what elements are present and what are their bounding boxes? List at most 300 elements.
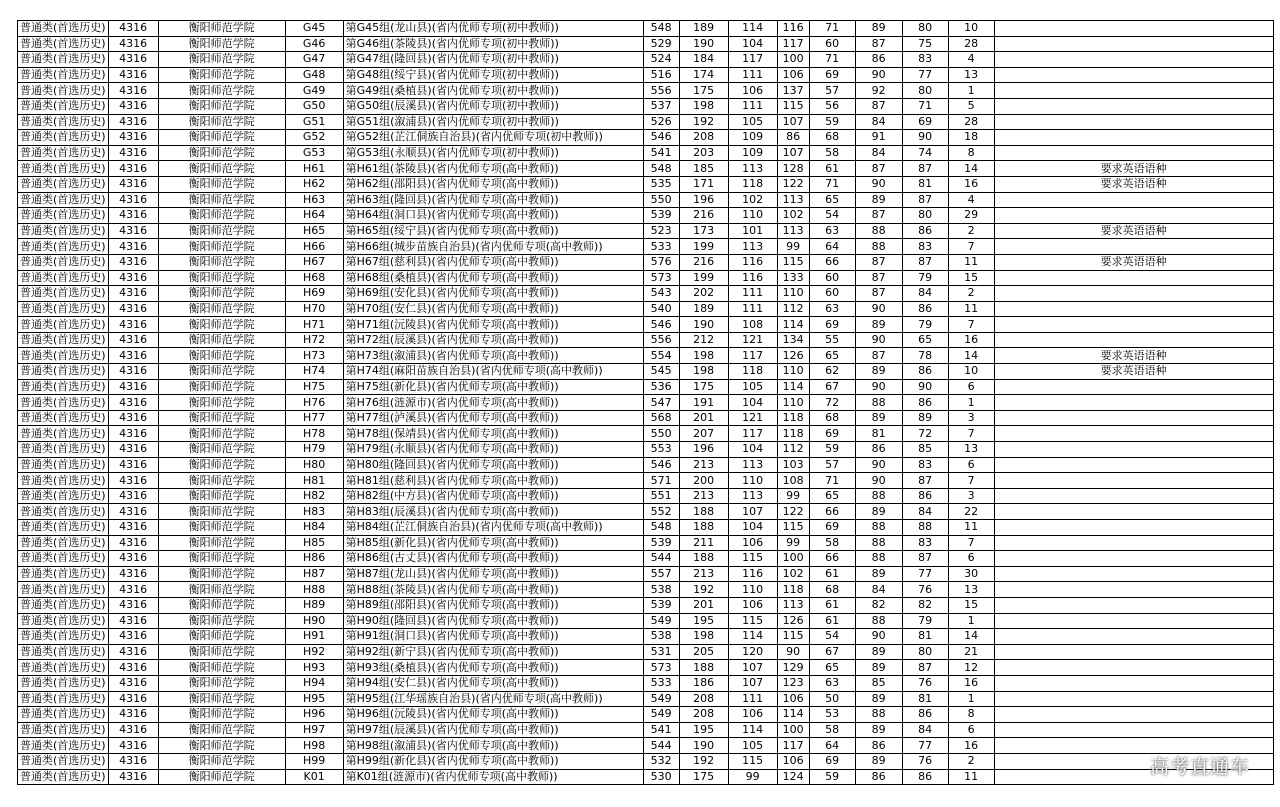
- cell-rank-count: 21: [948, 644, 994, 660]
- cell-subject-4: 61: [809, 613, 855, 629]
- cell-subject-5: 87: [855, 161, 902, 177]
- cell-subject-5: 88: [855, 535, 902, 551]
- cell-rank-count: 2: [948, 223, 994, 239]
- cell-group-name: 第H87组(龙山县)(省内优师专项(高中教师)): [343, 566, 643, 582]
- table-row: [18, 208, 1274, 224]
- cell-subject-1: 195: [679, 722, 728, 738]
- cell-category: 普通类(首选历史): [18, 67, 109, 83]
- cell-subject-3: 126: [777, 613, 809, 629]
- cell-group-name: 第H91组(洞口县)(省内优师专项(高中教师)): [343, 629, 643, 645]
- cell-subject-2: 105: [728, 738, 777, 754]
- cell-subject-3: 123: [777, 675, 809, 691]
- cell-school-name: 衡阳师范学院: [158, 67, 285, 83]
- cell-school-code: 4316: [108, 722, 158, 738]
- cell-subject-6: 84: [902, 286, 948, 302]
- cell-subject-1: 190: [679, 36, 728, 52]
- cell-group-name: 第H90组(隆回县)(省内优师专项(高中教师)): [343, 613, 643, 629]
- cell-subject-2: 116: [728, 566, 777, 582]
- cell-subject-4: 58: [809, 145, 855, 161]
- cell-subject-2: 111: [728, 67, 777, 83]
- cell-subject-3: 103: [777, 457, 809, 473]
- cell-subject-6: 87: [902, 660, 948, 676]
- cell-group-code: G47: [285, 52, 343, 68]
- cell-subject-3: 110: [777, 364, 809, 380]
- cell-group-name: 第H81组(慈利县)(省内优师专项(高中教师)): [343, 473, 643, 489]
- cell-rank-count: 15: [948, 597, 994, 613]
- cell-rank-count: 8: [948, 707, 994, 723]
- cell-min-score: 549: [643, 691, 679, 707]
- cell-subject-5: 87: [855, 208, 902, 224]
- cell-subject-4: 65: [809, 488, 855, 504]
- cell-subject-4: 61: [809, 566, 855, 582]
- cell-subject-6: 83: [902, 52, 948, 68]
- cell-school-code: 4316: [108, 379, 158, 395]
- cell-subject-2: 115: [728, 613, 777, 629]
- cell-remark: [994, 21, 1273, 37]
- table-row: [18, 426, 1274, 442]
- cell-subject-2: 115: [728, 753, 777, 769]
- cell-subject-5: 90: [855, 332, 902, 348]
- cell-subject-1: 207: [679, 426, 728, 442]
- cell-group-code: H81: [285, 473, 343, 489]
- cell-subject-5: 89: [855, 753, 902, 769]
- table-row: [18, 239, 1274, 255]
- cell-subject-5: 86: [855, 52, 902, 68]
- cell-subject-6: 87: [902, 473, 948, 489]
- cell-min-score: 539: [643, 208, 679, 224]
- cell-remark: [994, 707, 1273, 723]
- cell-subject-1: 198: [679, 348, 728, 364]
- cell-subject-4: 61: [809, 161, 855, 177]
- table-row: [18, 332, 1274, 348]
- cell-group-code: H79: [285, 442, 343, 458]
- cell-subject-5: 90: [855, 457, 902, 473]
- cell-subject-6: 83: [902, 535, 948, 551]
- cell-min-score: 544: [643, 738, 679, 754]
- cell-subject-3: 114: [777, 707, 809, 723]
- cell-subject-4: 53: [809, 707, 855, 723]
- cell-subject-4: 71: [809, 176, 855, 192]
- cell-subject-1: 188: [679, 660, 728, 676]
- cell-school-code: 4316: [108, 130, 158, 146]
- cell-group-name: 第H92组(新宁县)(省内优师专项(高中教师)): [343, 644, 643, 660]
- cell-remark: [994, 629, 1273, 645]
- cell-subject-2: 104: [728, 442, 777, 458]
- cell-subject-6: 77: [902, 67, 948, 83]
- cell-subject-6: 80: [902, 644, 948, 660]
- cell-subject-4: 59: [809, 769, 855, 785]
- cell-subject-3: 100: [777, 551, 809, 567]
- cell-school-name: 衡阳师范学院: [158, 535, 285, 551]
- cell-group-name: 第H78组(保靖县)(省内优师专项(高中教师)): [343, 426, 643, 442]
- cell-school-name: 衡阳师范学院: [158, 753, 285, 769]
- cell-min-score: 556: [643, 83, 679, 99]
- table-row: [18, 192, 1274, 208]
- cell-min-score: 524: [643, 52, 679, 68]
- cell-school-name: 衡阳师范学院: [158, 426, 285, 442]
- cell-subject-6: 65: [902, 332, 948, 348]
- cell-min-score: 546: [643, 457, 679, 473]
- cell-subject-5: 87: [855, 254, 902, 270]
- cell-subject-1: 201: [679, 597, 728, 613]
- cell-category: 普通类(首选历史): [18, 504, 109, 520]
- cell-subject-5: 86: [855, 769, 902, 785]
- cell-subject-5: 86: [855, 442, 902, 458]
- cell-category: 普通类(首选历史): [18, 301, 109, 317]
- cell-rank-count: 4: [948, 52, 994, 68]
- table-row: [18, 176, 1274, 192]
- cell-rank-count: 10: [948, 21, 994, 37]
- cell-subject-2: 111: [728, 301, 777, 317]
- cell-school-name: 衡阳师范学院: [158, 239, 285, 255]
- cell-school-name: 衡阳师范学院: [158, 675, 285, 691]
- cell-group-code: H95: [285, 691, 343, 707]
- cell-group-code: H74: [285, 364, 343, 380]
- cell-rank-count: 14: [948, 161, 994, 177]
- cell-category: 普通类(首选历史): [18, 738, 109, 754]
- cell-rank-count: 8: [948, 145, 994, 161]
- cell-rank-count: 6: [948, 379, 994, 395]
- table-row: [18, 566, 1274, 582]
- cell-subject-4: 66: [809, 551, 855, 567]
- cell-group-code: H90: [285, 613, 343, 629]
- cell-group-name: 第G53组(永顺县)(省内优师专项(初中教师)): [343, 145, 643, 161]
- cell-subject-1: 216: [679, 254, 728, 270]
- cell-group-name: 第H98组(溆浦县)(省内优师专项(高中教师)): [343, 738, 643, 754]
- cell-school-name: 衡阳师范学院: [158, 114, 285, 130]
- cell-group-code: G51: [285, 114, 343, 130]
- cell-subject-3: 108: [777, 473, 809, 489]
- cell-min-score: 536: [643, 379, 679, 395]
- cell-school-code: 4316: [108, 364, 158, 380]
- cell-subject-4: 67: [809, 379, 855, 395]
- cell-subject-3: 102: [777, 566, 809, 582]
- cell-subject-1: 195: [679, 613, 728, 629]
- cell-subject-6: 89: [902, 410, 948, 426]
- cell-subject-1: 189: [679, 21, 728, 37]
- cell-rank-count: 4: [948, 192, 994, 208]
- cell-subject-5: 89: [855, 21, 902, 37]
- table-row: [18, 301, 1274, 317]
- cell-category: 普通类(首选历史): [18, 395, 109, 411]
- cell-subject-4: 68: [809, 582, 855, 598]
- cell-remark: 要求英语语种: [994, 161, 1273, 177]
- cell-min-score: 553: [643, 442, 679, 458]
- cell-subject-6: 76: [902, 582, 948, 598]
- cell-group-code: H96: [285, 707, 343, 723]
- cell-subject-5: 89: [855, 317, 902, 333]
- cell-rank-count: 13: [948, 67, 994, 83]
- cell-subject-3: 115: [777, 98, 809, 114]
- cell-school-code: 4316: [108, 192, 158, 208]
- cell-category: 普通类(首选历史): [18, 722, 109, 738]
- cell-subject-1: 190: [679, 738, 728, 754]
- cell-school-code: 4316: [108, 270, 158, 286]
- cell-group-name: 第H72组(辰溪县)(省内优师专项(高中教师)): [343, 332, 643, 348]
- cell-subject-2: 104: [728, 395, 777, 411]
- cell-school-name: 衡阳师范学院: [158, 613, 285, 629]
- cell-subject-6: 84: [902, 722, 948, 738]
- cell-school-name: 衡阳师范学院: [158, 410, 285, 426]
- cell-school-name: 衡阳师范学院: [158, 504, 285, 520]
- cell-min-score: 545: [643, 364, 679, 380]
- cell-subject-4: 58: [809, 722, 855, 738]
- cell-subject-5: 91: [855, 130, 902, 146]
- cell-subject-3: 90: [777, 644, 809, 660]
- table-row: [18, 348, 1274, 364]
- cell-category: 普通类(首选历史): [18, 769, 109, 785]
- cell-group-code: H67: [285, 254, 343, 270]
- cell-subject-1: 189: [679, 301, 728, 317]
- cell-min-score: 538: [643, 629, 679, 645]
- cell-min-score: 533: [643, 239, 679, 255]
- cell-subject-5: 90: [855, 67, 902, 83]
- cell-subject-5: 88: [855, 551, 902, 567]
- cell-min-score: 557: [643, 566, 679, 582]
- cell-school-name: 衡阳师范学院: [158, 597, 285, 613]
- cell-subject-6: 80: [902, 21, 948, 37]
- cell-subject-1: 198: [679, 629, 728, 645]
- cell-subject-6: 86: [902, 364, 948, 380]
- cell-subject-6: 81: [902, 691, 948, 707]
- cell-group-name: 第G51组(溆浦县)(省内优师专项(初中教师)): [343, 114, 643, 130]
- cell-category: 普通类(首选历史): [18, 597, 109, 613]
- cell-group-name: 第H84组(芷江侗族自治县)(省内优师专项(高中教师)): [343, 520, 643, 536]
- cell-subject-2: 111: [728, 691, 777, 707]
- table-row: [18, 457, 1274, 473]
- cell-school-code: 4316: [108, 286, 158, 302]
- cell-subject-5: 87: [855, 348, 902, 364]
- cell-school-code: 4316: [108, 582, 158, 598]
- cell-subject-5: 88: [855, 488, 902, 504]
- cell-subject-6: 69: [902, 114, 948, 130]
- cell-remark: [994, 410, 1273, 426]
- watermark-text: 高考直通车: [1149, 756, 1250, 778]
- cell-school-name: 衡阳师范学院: [158, 520, 285, 536]
- cell-subject-3: 114: [777, 317, 809, 333]
- cell-subject-6: 80: [902, 83, 948, 99]
- table-row: [18, 504, 1274, 520]
- cell-subject-2: 113: [728, 488, 777, 504]
- table-row: [18, 130, 1274, 146]
- cell-group-code: H85: [285, 535, 343, 551]
- cell-rank-count: 22: [948, 504, 994, 520]
- cell-rank-count: 6: [948, 551, 994, 567]
- cell-school-code: 4316: [108, 395, 158, 411]
- cell-min-score: 531: [643, 644, 679, 660]
- cell-school-name: 衡阳师范学院: [158, 223, 285, 239]
- cell-subject-6: 85: [902, 442, 948, 458]
- cell-subject-3: 115: [777, 520, 809, 536]
- cell-subject-2: 118: [728, 364, 777, 380]
- cell-subject-6: 84: [902, 504, 948, 520]
- cell-subject-4: 59: [809, 114, 855, 130]
- cell-subject-3: 110: [777, 395, 809, 411]
- cell-rank-count: 11: [948, 520, 994, 536]
- cell-school-code: 4316: [108, 535, 158, 551]
- cell-rank-count: 7: [948, 317, 994, 333]
- cell-remark: [994, 675, 1273, 691]
- cell-rank-count: 28: [948, 36, 994, 52]
- cell-school-code: 4316: [108, 707, 158, 723]
- cell-subject-3: 106: [777, 753, 809, 769]
- cell-remark: [994, 67, 1273, 83]
- cell-remark: [994, 582, 1273, 598]
- table-body: [18, 21, 1274, 785]
- cell-subject-3: 117: [777, 738, 809, 754]
- cell-subject-1: 201: [679, 410, 728, 426]
- cell-category: 普通类(首选历史): [18, 114, 109, 130]
- cell-subject-5: 86: [855, 738, 902, 754]
- cell-school-code: 4316: [108, 98, 158, 114]
- cell-subject-6: 90: [902, 379, 948, 395]
- cell-category: 普通类(首选历史): [18, 707, 109, 723]
- cell-school-name: 衡阳师范学院: [158, 98, 285, 114]
- cell-group-name: 第G50组(辰溪县)(省内优师专项(初中教师)): [343, 98, 643, 114]
- cell-remark: [994, 145, 1273, 161]
- cell-school-name: 衡阳师范学院: [158, 660, 285, 676]
- cell-subject-4: 65: [809, 348, 855, 364]
- cell-subject-3: 116: [777, 21, 809, 37]
- cell-min-score: 530: [643, 769, 679, 785]
- cell-group-code: H98: [285, 738, 343, 754]
- cell-min-score: 550: [643, 426, 679, 442]
- cell-min-score: 576: [643, 254, 679, 270]
- cell-subject-2: 107: [728, 660, 777, 676]
- cell-subject-2: 116: [728, 254, 777, 270]
- cell-group-code: H77: [285, 410, 343, 426]
- cell-subject-5: 89: [855, 691, 902, 707]
- cell-school-code: 4316: [108, 410, 158, 426]
- cell-group-name: 第G52组(芷江侗族自治县)(省内优师专项(初中教师)): [343, 130, 643, 146]
- cell-school-name: 衡阳师范学院: [158, 551, 285, 567]
- cell-subject-3: 133: [777, 270, 809, 286]
- cell-remark: [994, 208, 1273, 224]
- cell-subject-3: 110: [777, 286, 809, 302]
- cell-group-code: H92: [285, 644, 343, 660]
- cell-subject-4: 58: [809, 535, 855, 551]
- cell-group-code: G53: [285, 145, 343, 161]
- cell-subject-2: 114: [728, 629, 777, 645]
- cell-min-score: 535: [643, 176, 679, 192]
- cell-subject-5: 88: [855, 520, 902, 536]
- cell-min-score: 533: [643, 675, 679, 691]
- cell-subject-4: 71: [809, 52, 855, 68]
- cell-school-code: 4316: [108, 660, 158, 676]
- cell-subject-5: 89: [855, 660, 902, 676]
- cell-school-code: 4316: [108, 504, 158, 520]
- cell-group-code: H97: [285, 722, 343, 738]
- cell-subject-1: 184: [679, 52, 728, 68]
- cell-subject-2: 113: [728, 457, 777, 473]
- cell-rank-count: 7: [948, 426, 994, 442]
- table-row: [18, 223, 1274, 239]
- cell-subject-2: 107: [728, 675, 777, 691]
- cell-group-name: 第H88组(茶陵县)(省内优师专项(高中教师)): [343, 582, 643, 598]
- cell-subject-1: 211: [679, 535, 728, 551]
- cell-subject-1: 199: [679, 239, 728, 255]
- cell-school-name: 衡阳师范学院: [158, 691, 285, 707]
- cell-subject-5: 89: [855, 644, 902, 660]
- cell-group-name: 第H71组(沅陵县)(省内优师专项(高中教师)): [343, 317, 643, 333]
- cell-group-code: H91: [285, 629, 343, 645]
- cell-subject-5: 81: [855, 426, 902, 442]
- cell-group-name: 第K01组(涟源市)(省内优师专项(高中教师)): [343, 769, 643, 785]
- table-row: [18, 254, 1274, 270]
- cell-subject-2: 117: [728, 348, 777, 364]
- cell-group-name: 第H86组(古丈县)(省内优师专项(高中教师)): [343, 551, 643, 567]
- cell-subject-1: 188: [679, 504, 728, 520]
- cell-remark: [994, 332, 1273, 348]
- cell-remark: [994, 442, 1273, 458]
- cell-rank-count: 18: [948, 130, 994, 146]
- cell-subject-1: 199: [679, 270, 728, 286]
- cell-subject-3: 122: [777, 504, 809, 520]
- cell-remark: [994, 520, 1273, 536]
- table-row: [18, 317, 1274, 333]
- cell-subject-4: 69: [809, 67, 855, 83]
- cell-subject-1: 188: [679, 520, 728, 536]
- cell-subject-3: 118: [777, 582, 809, 598]
- cell-subject-1: 188: [679, 551, 728, 567]
- cell-rank-count: 1: [948, 613, 994, 629]
- cell-subject-3: 86: [777, 130, 809, 146]
- cell-subject-4: 60: [809, 270, 855, 286]
- cell-rank-count: 7: [948, 239, 994, 255]
- cell-school-name: 衡阳师范学院: [158, 566, 285, 582]
- cell-group-code: H78: [285, 426, 343, 442]
- cell-subject-4: 72: [809, 395, 855, 411]
- cell-subject-6: 90: [902, 130, 948, 146]
- cell-school-name: 衡阳师范学院: [158, 145, 285, 161]
- cell-min-score: 541: [643, 145, 679, 161]
- cell-min-score: 541: [643, 722, 679, 738]
- table-row: [18, 395, 1274, 411]
- cell-subject-3: 115: [777, 254, 809, 270]
- cell-subject-4: 66: [809, 504, 855, 520]
- cell-category: 普通类(首选历史): [18, 473, 109, 489]
- cell-group-name: 第H79组(永顺县)(省内优师专项(高中教师)): [343, 442, 643, 458]
- cell-subject-5: 87: [855, 286, 902, 302]
- cell-subject-4: 50: [809, 691, 855, 707]
- cell-subject-4: 64: [809, 239, 855, 255]
- cell-remark: [994, 597, 1273, 613]
- table-row: [18, 364, 1274, 380]
- cell-subject-2: 120: [728, 644, 777, 660]
- cell-rank-count: 11: [948, 769, 994, 785]
- cell-subject-2: 110: [728, 582, 777, 598]
- cell-subject-6: 76: [902, 753, 948, 769]
- cell-school-code: 4316: [108, 426, 158, 442]
- table-row: [18, 379, 1274, 395]
- cell-remark: [994, 286, 1273, 302]
- cell-category: 普通类(首选历史): [18, 208, 109, 224]
- table-row: [18, 613, 1274, 629]
- cell-remark: [994, 535, 1273, 551]
- cell-remark: [994, 130, 1273, 146]
- cell-rank-count: 2: [948, 286, 994, 302]
- cell-school-code: 4316: [108, 520, 158, 536]
- cell-rank-count: 7: [948, 535, 994, 551]
- cell-group-code: G46: [285, 36, 343, 52]
- cell-group-code: H87: [285, 566, 343, 582]
- cell-school-code: 4316: [108, 67, 158, 83]
- cell-subject-3: 107: [777, 114, 809, 130]
- cell-subject-1: 208: [679, 707, 728, 723]
- cell-subject-2: 114: [728, 722, 777, 738]
- cell-subject-3: 100: [777, 52, 809, 68]
- cell-subject-5: 84: [855, 582, 902, 598]
